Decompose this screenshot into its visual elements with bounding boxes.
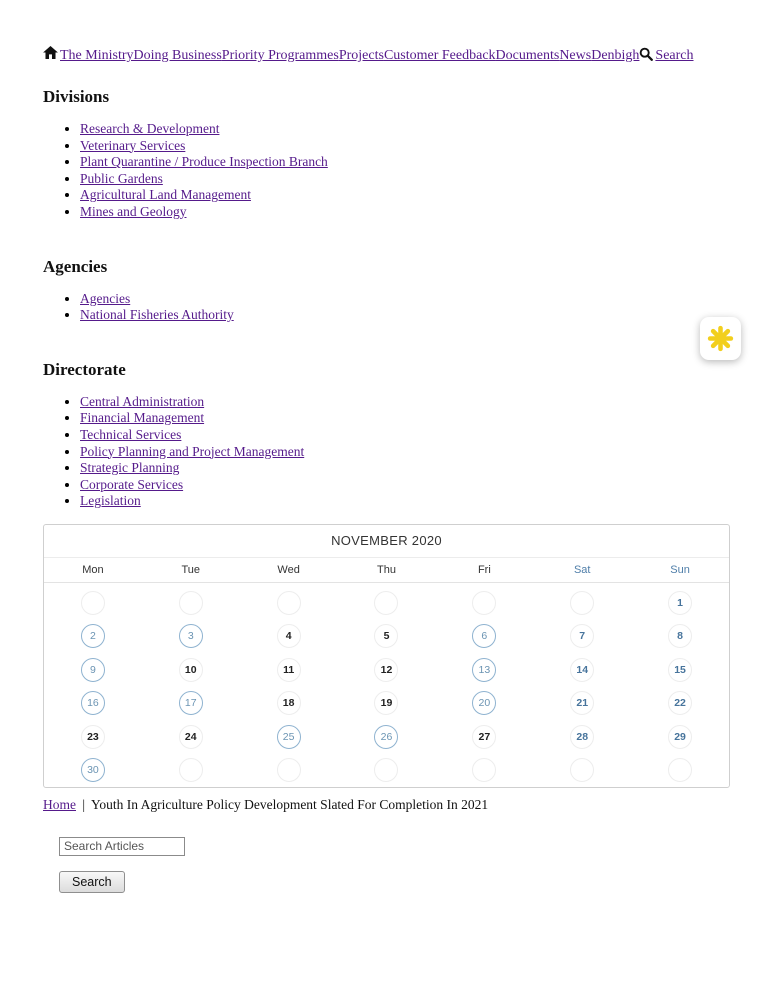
nav-link-projects[interactable]: Projects — [338, 48, 384, 63]
calendar-day-22: 22 — [668, 691, 692, 715]
calendar-cell — [44, 653, 142, 687]
list-item — [80, 204, 730, 221]
calendar-day-28: 28 — [570, 725, 594, 749]
calendar-cell — [533, 619, 631, 653]
search-button[interactable]: Search — [59, 871, 125, 893]
calendar-day-18: 18 — [277, 691, 301, 715]
calendar-day-3[interactable]: 3 — [179, 624, 203, 648]
calendar-empty-cell — [570, 591, 594, 615]
calendar-day-19: 19 — [374, 691, 398, 715]
calendar-day-5: 5 — [374, 624, 398, 648]
calendar-day-21: 21 — [570, 691, 594, 715]
calendar-cell — [631, 619, 729, 653]
calendar-day-13[interactable]: 13 — [472, 658, 496, 682]
section-title-divisions: Divisions — [43, 87, 110, 106]
event-calendar — [43, 524, 730, 788]
calendar-day-26[interactable]: 26 — [374, 725, 398, 749]
calendar-week-row — [44, 686, 729, 720]
nav-search-link[interactable] — [639, 45, 693, 65]
section-title-agencies: Agencies — [43, 256, 108, 276]
list-item — [80, 410, 730, 427]
calendar-day-14: 14 — [570, 658, 594, 682]
section-link-list — [43, 291, 730, 324]
calendar-cell — [142, 720, 240, 754]
section-link-financial-management[interactable]: Financial Management — [80, 410, 205, 426]
calendar-cell — [142, 586, 240, 620]
calendar-cell — [240, 586, 338, 620]
calendar-cell — [240, 653, 338, 687]
calendar-empty-cell — [179, 758, 203, 782]
nav-links — [60, 47, 639, 65]
calendar-empty-cell — [570, 758, 594, 782]
calendar-day-7: 7 — [570, 624, 594, 648]
calendar-day-10: 10 — [179, 658, 203, 682]
calendar-day-15: 15 — [668, 658, 692, 682]
calendar-cell — [533, 753, 631, 787]
calendar-cell — [44, 619, 142, 653]
list-item — [80, 444, 730, 461]
calendar-cell — [631, 686, 729, 720]
list-item — [80, 171, 730, 188]
list-item — [80, 307, 730, 324]
calendar-cell — [142, 753, 240, 787]
calendar-empty-cell — [374, 591, 398, 615]
calendar-day-16[interactable]: 16 — [81, 691, 105, 715]
section-link-agencies[interactable]: Agencies — [80, 290, 131, 306]
calendar-day-11: 11 — [277, 658, 301, 682]
calendar-empty-cell — [472, 758, 496, 782]
calendar-cell — [44, 686, 142, 720]
calendar-week-row — [44, 753, 729, 787]
calendar-cell — [44, 720, 142, 754]
calendar-cell — [435, 720, 533, 754]
list-item — [80, 121, 730, 138]
breadcrumb — [43, 797, 730, 813]
calendar-cell — [142, 619, 240, 653]
calendar-day-12: 12 — [374, 658, 398, 682]
section-link-technical-services[interactable]: Technical Services — [80, 426, 182, 442]
calendar-cell — [338, 586, 436, 620]
nav-link-priority-programmes[interactable]: Priority Programmes — [221, 48, 339, 63]
section-link-corporate-services[interactable]: Corporate Services — [80, 476, 184, 492]
calendar-cell — [631, 720, 729, 754]
section-link-list — [43, 394, 730, 510]
section-link-research-development[interactable]: Research & Development — [80, 121, 220, 136]
nav-link-doing-business[interactable]: Doing Business — [133, 48, 222, 63]
section-link-national-fisheries-authority[interactable]: National Fisheries Authority — [80, 307, 234, 323]
calendar-day-header-mon: Mon — [82, 563, 104, 576]
calendar-cell — [533, 653, 631, 687]
calendar-day-9[interactable]: 9 — [81, 658, 105, 682]
asterisk-icon — [707, 325, 734, 352]
calendar-day-header-sat: Sat — [573, 563, 591, 576]
calendar-cell — [533, 720, 631, 754]
calendar-day-30[interactable]: 30 — [81, 758, 105, 782]
calendar-cell — [435, 586, 533, 620]
calendar-cell — [338, 653, 436, 687]
calendar-day-24: 24 — [179, 725, 203, 749]
article-search — [59, 837, 730, 893]
calendar-cell — [44, 753, 142, 787]
calendar-week-row — [44, 720, 729, 754]
calendar-cell — [338, 619, 436, 653]
section-link-public-gardens[interactable]: Public Gardens — [80, 170, 163, 186]
calendar-cell — [533, 586, 631, 620]
calendar-cell — [533, 686, 631, 720]
calendar-empty-cell — [668, 758, 692, 782]
calendar-cell — [142, 686, 240, 720]
breadcrumb-page-title: Youth In Agriculture Policy Development Slated For Completion In 2021 — [90, 796, 489, 812]
sections — [43, 87, 730, 510]
calendar-week-row — [44, 586, 729, 620]
search-icon — [639, 47, 653, 61]
calendar-day-29: 29 — [668, 725, 692, 749]
calendar-day-1: 1 — [668, 591, 692, 615]
calendar-week-row — [44, 653, 729, 687]
calendar-day-header-thu: Thu — [377, 563, 396, 576]
calendar-cell — [435, 686, 533, 720]
list-item — [80, 427, 730, 444]
calendar-cell — [142, 653, 240, 687]
section-title-directorate: Directorate — [43, 359, 126, 379]
list-item — [80, 291, 730, 308]
calendar-grid — [44, 586, 729, 787]
accessibility-widget-button[interactable] — [700, 317, 741, 360]
calendar-day-2[interactable]: 2 — [81, 624, 105, 648]
calendar-day-header-tue: Tue — [181, 563, 201, 576]
calendar-day-27: 27 — [472, 725, 496, 749]
list-item — [80, 154, 730, 171]
calendar-week-row — [44, 619, 729, 653]
calendar-cell — [631, 653, 729, 687]
calendar-cell — [338, 720, 436, 754]
calendar-day-header-fri: Fri — [477, 563, 491, 576]
calendar-day-4: 4 — [277, 624, 301, 648]
calendar-day-20[interactable]: 20 — [472, 691, 496, 715]
calendar-day-6[interactable]: 6 — [472, 624, 496, 648]
search-articles-input[interactable] — [59, 837, 185, 856]
section-link-veterinary-services[interactable]: Veterinary Services — [80, 137, 186, 153]
calendar-cell — [240, 753, 338, 787]
calendar-empty-cell — [277, 591, 301, 615]
calendar-day-8: 8 — [668, 624, 692, 648]
calendar-empty-cell — [81, 591, 105, 615]
section-link-mines-and-geology[interactable]: Mines and Geology — [80, 203, 187, 219]
nav-link-documents[interactable]: Documents — [495, 48, 560, 63]
calendar-day-23: 23 — [81, 725, 105, 749]
nav-link-news[interactable]: News — [559, 48, 592, 63]
nav-link-the-ministry[interactable]: The Ministry — [60, 48, 134, 63]
section-link-plant-quarantine-produce-inspection-branch[interactable]: Plant Quarantine / Produce Inspection Branch — [80, 154, 328, 170]
calendar-cell — [338, 753, 436, 787]
list-item — [80, 460, 730, 477]
calendar-cell — [435, 619, 533, 653]
calendar-day-header-wed: Wed — [277, 563, 300, 576]
calendar-empty-cell — [472, 591, 496, 615]
list-item — [80, 394, 730, 411]
calendar-cell — [240, 619, 338, 653]
section-link-list — [43, 121, 730, 221]
calendar-day-25[interactable]: 25 — [277, 725, 301, 749]
calendar-day-headers — [44, 558, 729, 583]
section-link-strategic-planning[interactable]: Strategic Planning — [80, 460, 180, 476]
calendar-empty-cell — [277, 758, 301, 782]
calendar-cell — [240, 686, 338, 720]
calendar-title: NOVEMBER 2020 — [44, 525, 729, 558]
section-link-legislation[interactable]: Legislation — [80, 493, 141, 509]
list-item — [80, 493, 730, 510]
calendar-day-17[interactable]: 17 — [179, 691, 203, 715]
list-item — [80, 138, 730, 155]
nav-link-customer-feedback[interactable]: Customer Feedback — [383, 48, 496, 63]
calendar-cell — [240, 720, 338, 754]
list-item — [80, 187, 730, 204]
calendar-cell — [631, 753, 729, 787]
calendar-cell — [435, 753, 533, 787]
nav-search-label: Search — [655, 48, 694, 63]
section-link-central-administration[interactable]: Central Administration — [80, 393, 205, 409]
section-link-agricultural-land-management[interactable]: Agricultural Land Management — [80, 187, 251, 203]
calendar-cell — [631, 586, 729, 620]
calendar-empty-cell — [374, 758, 398, 782]
section-link-policy-planning-and-project-management[interactable]: Policy Planning and Project Management — [80, 443, 305, 459]
home-link[interactable] — [43, 46, 58, 59]
calendar-empty-cell — [179, 591, 203, 615]
calendar-cell — [435, 653, 533, 687]
nav-link-denbigh[interactable]: Denbigh — [591, 48, 640, 63]
breadcrumb-home-link[interactable]: Home — [43, 796, 76, 812]
breadcrumb-separator: | — [82, 796, 86, 812]
main-nav — [43, 45, 730, 65]
home-icon — [43, 46, 58, 59]
list-item — [80, 477, 730, 494]
calendar-cell — [44, 586, 142, 620]
calendar-cell — [338, 686, 436, 720]
calendar-day-header-sun: Sun — [670, 563, 690, 576]
